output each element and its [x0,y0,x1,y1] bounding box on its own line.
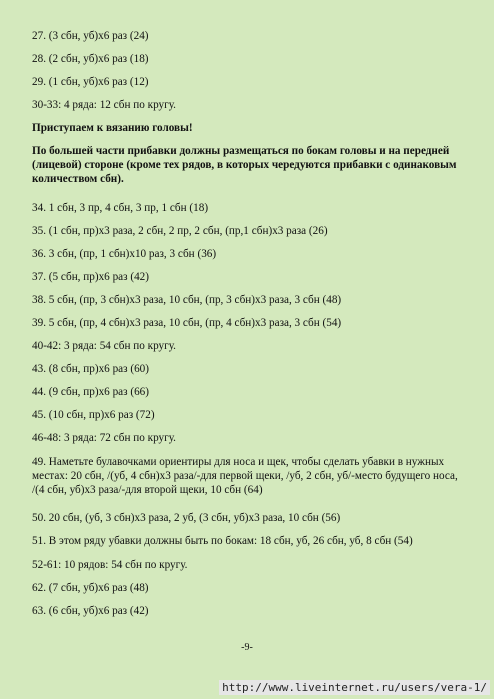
row-46-48: 46-48: 3 ряда: 72 сбн по кругу. [32,432,176,444]
row-52-61: 52-61: 10 рядов: 54 сбн по кругу. [32,559,188,571]
row-30-33: 30-33: 4 ряда: 12 сбн по кругу. [32,99,176,111]
row-28: 28. (2 сбн, уб)х6 раз (18) [32,53,149,65]
row-29: 29. (1 сбн, уб)х6 раз (12) [32,76,149,88]
row-63: 63. (6 сбн, уб)х6 раз (42) [32,605,149,617]
row-34: 34. 1 сбн, 3 пр, 4 сбн, 3 пр, 1 сбн (18) [32,202,209,214]
row-35: 35. (1 сбн, пр)х3 раза, 2 сбн, 2 пр, 2 сбн, (пр,1 сбн)х3 раза (26) [32,225,328,237]
row-51: 51. В этом ряду убавки должны быть по бокам: 18 сбн, уб, 26 сбн, уб, 8 сбн (54) [32,535,413,547]
row-40-42: 40-42: 3 ряда: 54 сбн по кругу. [32,340,176,352]
row-27: 27. (3 сбн, уб)х6 раз (24) [32,30,149,42]
row-44: 44. (9 сбн, пр)х6 раз (66) [32,386,149,398]
row-39: 39. 5 сбн, (пр, 4 сбн)х3 раза, 10 сбн, (пр, 4 сбн)х3 раза, 3 сбн (54) [32,317,342,329]
row-37: 37. (5 сбн, пр)х6 раз (42) [32,271,149,283]
row-38: 38. 5 сбн, (пр, 3 сбн)х3 раза, 10 сбн, (пр, 3 сбн)х3 раза, 3 сбн (48) [32,294,342,306]
row-36: 36. 3 сбн, (пр, 1 сбн)х10 раз, 3 сбн (36) [32,248,217,260]
section-heading: Приступаем к вязанию головы! [32,122,193,134]
row-62: 62. (7 сбн, уб)х6 раз (48) [32,582,149,594]
row-49: 49. Наметьте булавочками ориентиры для носа и щек, чтобы сделать убавки в нужных местах: 20 сбн, /(уб, 4 сбн)х3 раза/-для первой щеки, /уб, 2 сбн, уб/-место будущего носа, /(4 сбн, уб)х3 раза/-для второй щеки, 10 сбн (64) [32,456,458,496]
row-50: 50. 20 сбн, (уб, 3 сбн)х3 раза, 2 уб, (3 сбн, уб)х3 раза, 10 сбн (56) [32,512,341,524]
instruction-paragraph: По большей части прибавки должны размещаться по бокам головы и на передней (лицевой) стороне (кроме тех рядов, в которых чередуются прибавки с одинаковым количеством сбн). [32,145,457,185]
row-45: 45. (10 сбн, пр)х6 раз (72) [32,409,155,421]
page-number: -9- [241,642,253,653]
row-43: 43. (8 сбн, пр)х6 раз (60) [32,363,149,375]
watermark-url: http://www.liveinternet.ru/users/vera-1/ [219,680,490,695]
